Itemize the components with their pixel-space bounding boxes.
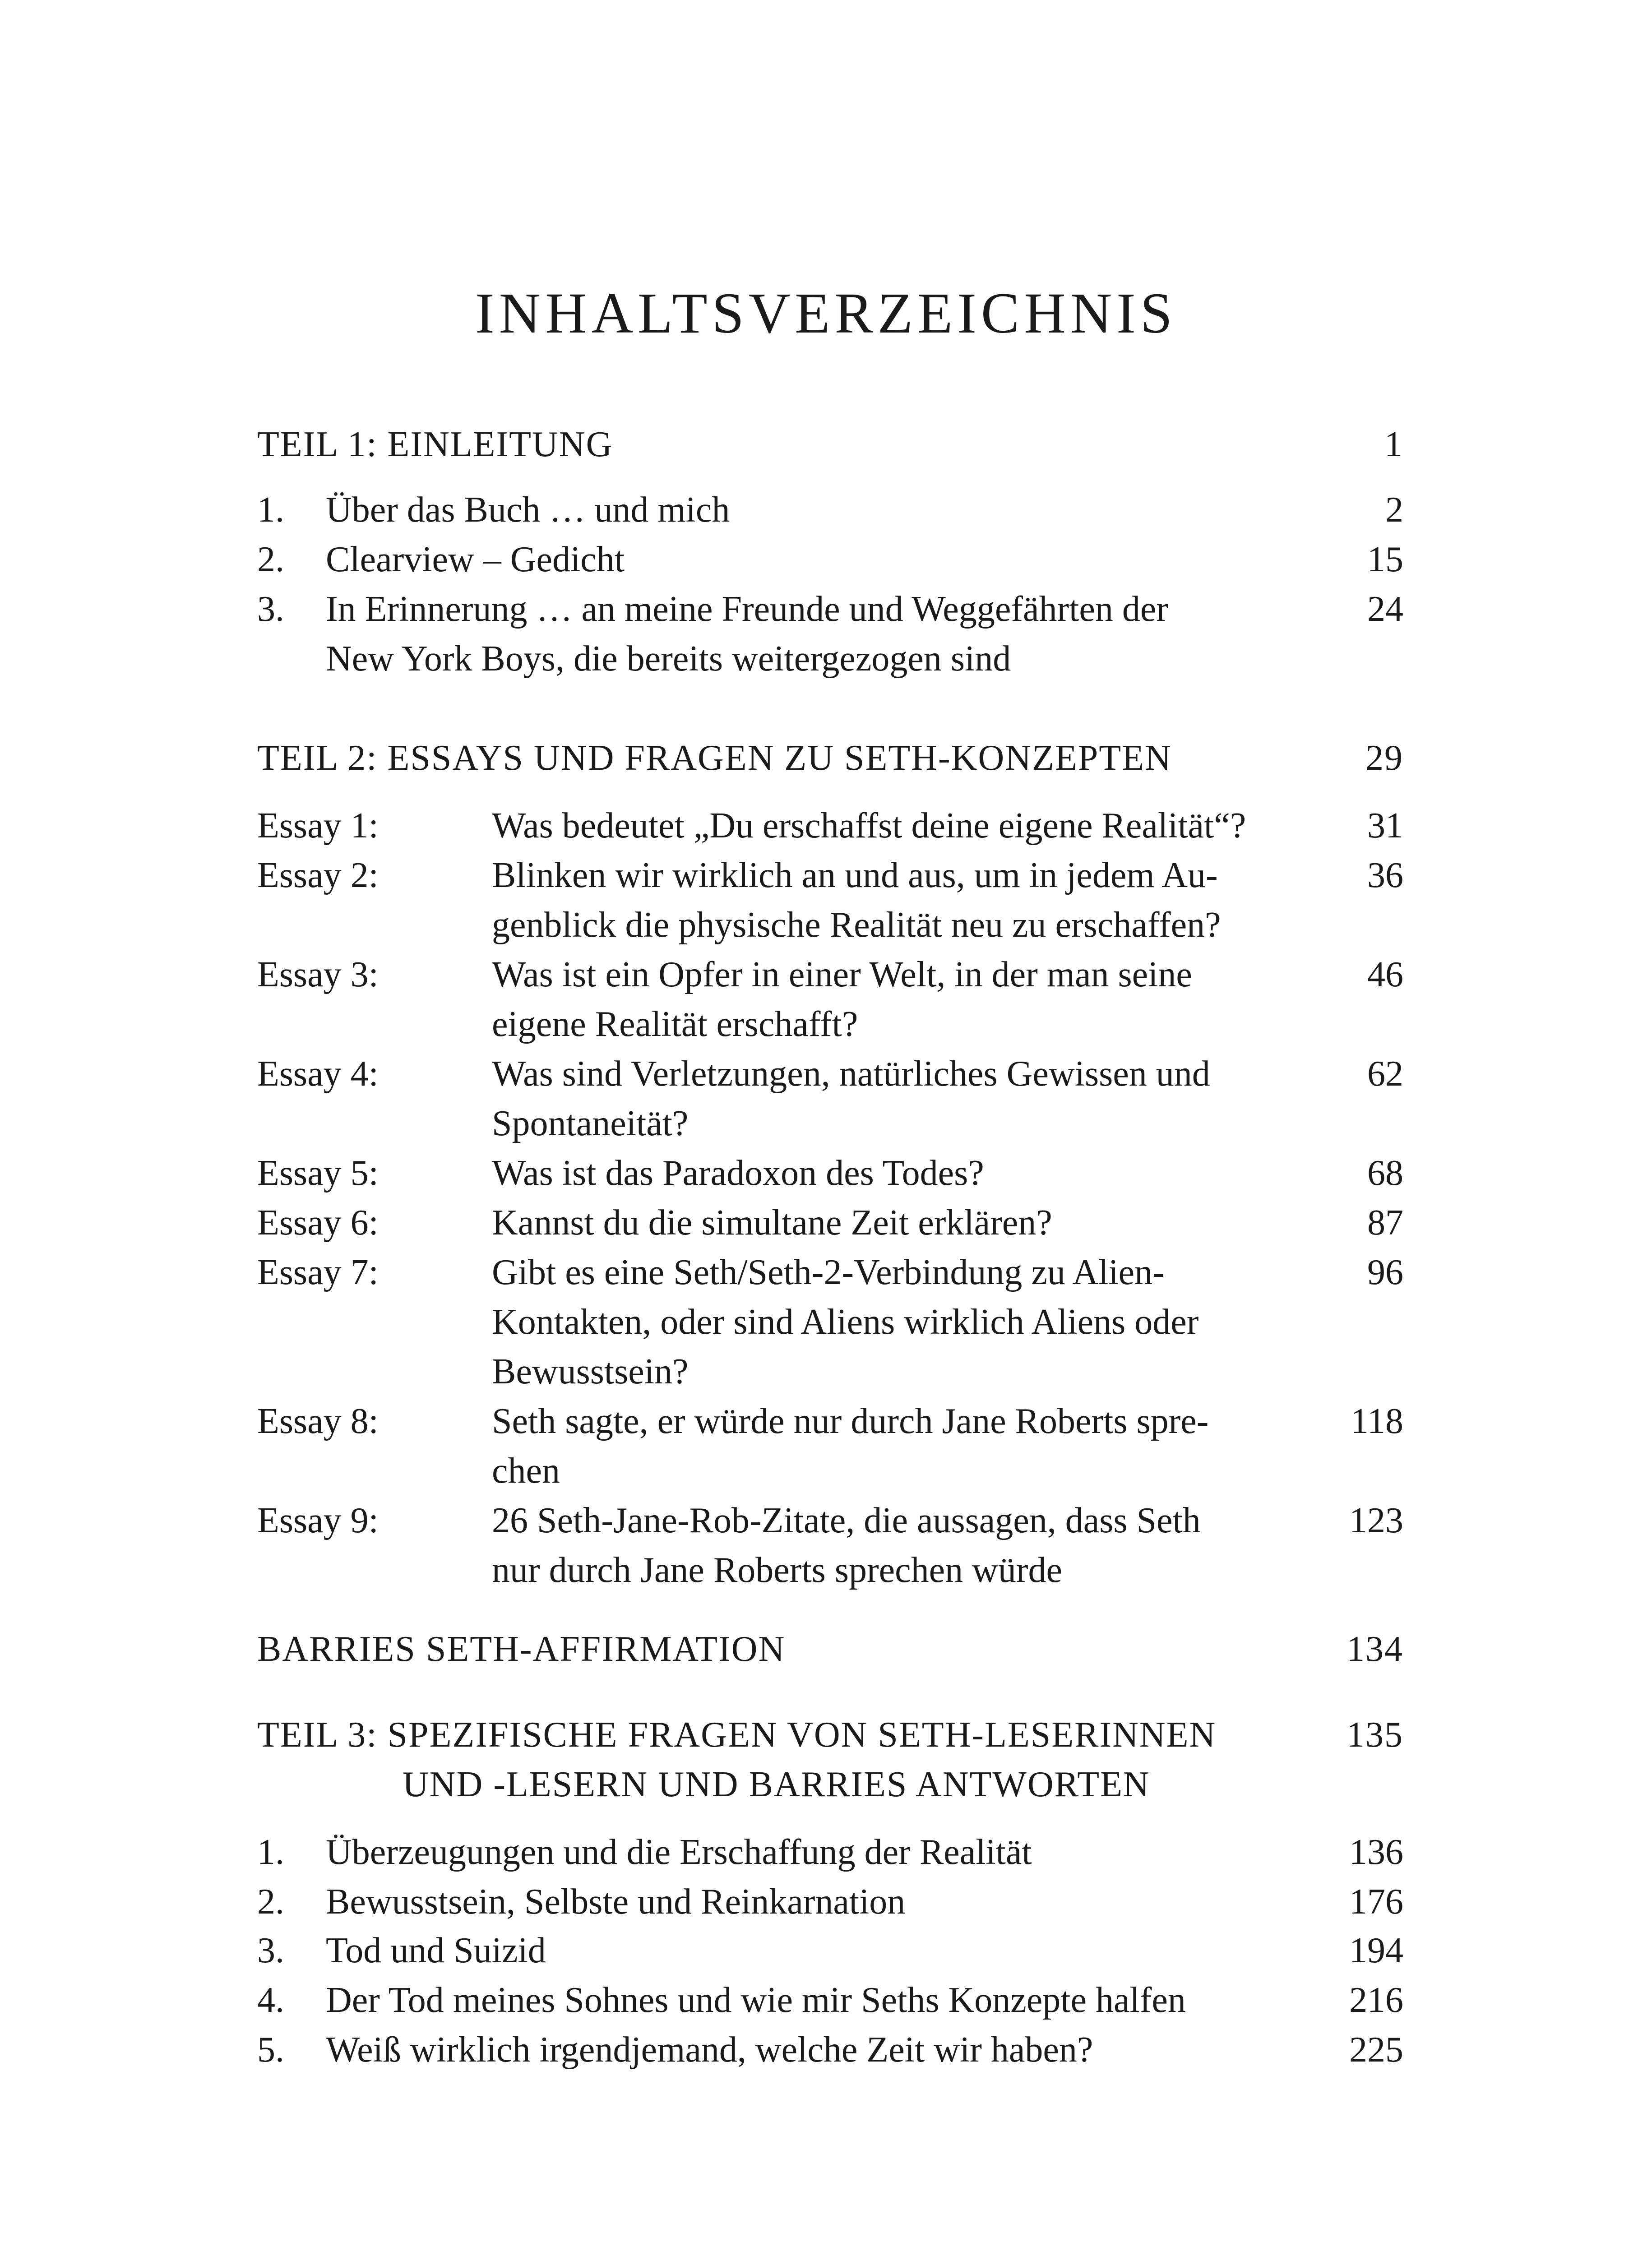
section-heading-text: BARRIES SETH-AFFIRMATION xyxy=(257,1629,786,1669)
entry-title: Was sind Verletzungen, natürliches Gewissen und Spontaneität? xyxy=(492,1054,1210,1143)
entry-number: 5. xyxy=(257,2030,284,2070)
entry-title: Gibt es eine Seth/Seth-2-Verbindung zu Alien- Kontakten, oder sind Aliens wirklich Aliens oder Bewusstsein? xyxy=(492,1253,1199,1392)
entry-title: Der Tod meines Sohnes und wie mir Seths Konzepte halfen xyxy=(326,1980,1186,2020)
entry-label: Essay 6: xyxy=(257,1203,379,1243)
section-heading-text: TEIL 1: EINLEITUNG xyxy=(257,425,613,464)
entry-title: In Erinnerung … an meine Freunde und Weggefährten der New York Boys, die bereits weitergezogen sind xyxy=(326,589,1168,679)
entry-page-number: 68 xyxy=(1367,1153,1403,1193)
entry-page-number: 24 xyxy=(1367,589,1403,629)
entry-page-number: 216 xyxy=(1349,1980,1403,2020)
entry-label: Essay 3: xyxy=(257,955,379,994)
entry-number: 4. xyxy=(257,1980,284,2020)
section-page-number: 135 xyxy=(1347,1715,1403,1755)
entry-page-number: 46 xyxy=(1367,955,1403,994)
entry-title: Überzeugungen und die Erschaffung der Realität xyxy=(326,1832,1032,1872)
entry-title: Weiß wirklich irgendjemand, welche Zeit wir haben? xyxy=(326,2030,1093,2070)
section-heading-text-line1: TEIL 3: SPEZIFISCHE FRAGEN VON SETH-LESERINNEN xyxy=(257,1715,1217,1755)
entry-title: Was bedeutet „Du erschaffst deine eigene Realität“? xyxy=(492,806,1246,846)
entry-number: 1. xyxy=(257,490,284,530)
entry-title: Was ist das Paradoxon des Todes? xyxy=(492,1153,984,1193)
entry-page-number: 194 xyxy=(1349,1931,1403,1970)
entry-title: Was ist ein Opfer in einer Welt, in der man seine eigene Realität erschafft? xyxy=(492,955,1192,1044)
entry-label: Essay 7: xyxy=(257,1253,379,1292)
entry-title: Seth sagte, er würde nur durch Jane Roberts spre- chen xyxy=(492,1401,1209,1491)
entry-page-number: 36 xyxy=(1367,855,1403,895)
entry-label: Essay 1: xyxy=(257,806,379,846)
entry-title: Blinken wir wirklich an und aus, um in jedem Au- genblick die physische Realität neu zu erschaffen? xyxy=(492,855,1221,945)
page-title: INHALTSVERZEICHNIS xyxy=(475,281,1177,345)
entry-label: Essay 4: xyxy=(257,1054,379,1094)
entry-page-number: 136 xyxy=(1349,1832,1403,1872)
entry-page-number: 176 xyxy=(1349,1882,1403,1922)
entry-page-number: 118 xyxy=(1350,1401,1403,1441)
entry-title: Kannst du die simultane Zeit erklären? xyxy=(492,1203,1052,1243)
entry-page-number: 96 xyxy=(1367,1253,1403,1292)
entry-page-number: 225 xyxy=(1349,2030,1403,2070)
section-page-number: 134 xyxy=(1347,1629,1403,1669)
section-page-number: 29 xyxy=(1365,738,1403,778)
entry-page-number: 31 xyxy=(1367,806,1403,846)
entry-number: 3. xyxy=(257,589,284,629)
entry-label: Essay 8: xyxy=(257,1401,379,1441)
entry-page-number: 62 xyxy=(1367,1054,1403,1094)
entry-page-number: 87 xyxy=(1367,1203,1403,1243)
entry-title: Über das Buch … und mich xyxy=(326,490,730,530)
entry-page-number: 123 xyxy=(1349,1501,1403,1540)
section-heading-text-line2: UND -LESERN UND BARRIES ANTWORTEN xyxy=(403,1765,1150,1804)
entry-label: Essay 2: xyxy=(257,855,379,895)
entry-page-number: 15 xyxy=(1367,540,1403,579)
entry-title: Clearview – Gedicht xyxy=(326,540,625,579)
entry-number: 3. xyxy=(257,1931,284,1970)
entry-number: 2. xyxy=(257,540,284,579)
entry-label: Essay 5: xyxy=(257,1153,379,1193)
entry-title: Tod und Suizid xyxy=(326,1931,546,1970)
section-heading-text: TEIL 2: ESSAYS UND FRAGEN ZU SETH-KONZEPTEN xyxy=(257,738,1172,778)
entry-number: 1. xyxy=(257,1832,284,1872)
entry-label: Essay 9: xyxy=(257,1501,379,1540)
entry-title: 26 Seth-Jane-Rob-Zitate, die aussagen, dass Seth nur durch Jane Roberts sprechen würde xyxy=(492,1501,1201,1590)
entry-page-number: 2 xyxy=(1385,490,1403,530)
section-page-number: 1 xyxy=(1384,425,1403,464)
entry-number: 2. xyxy=(257,1882,284,1922)
entry-title: Bewusstsein, Selbste und Reinkarnation xyxy=(326,1882,906,1922)
